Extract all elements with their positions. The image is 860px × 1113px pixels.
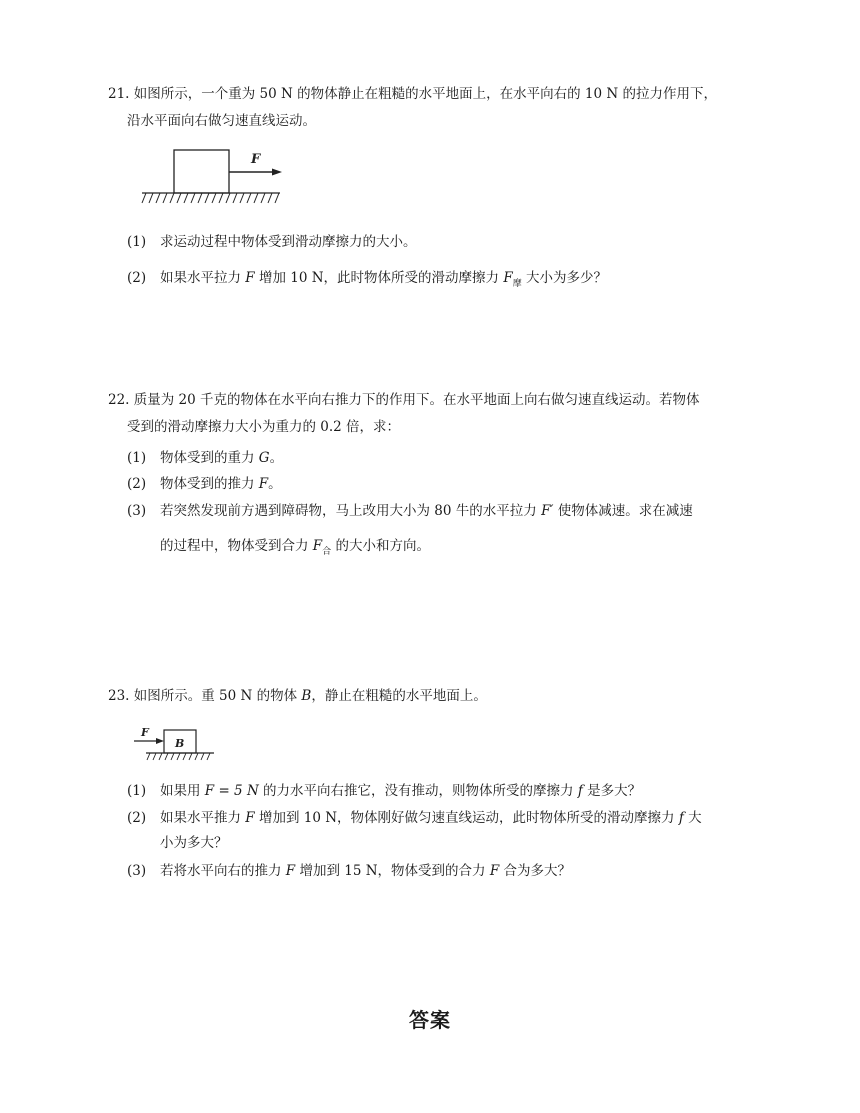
answer-heading: 答案 — [409, 1008, 451, 1032]
q23-sub3-var-F2: F — [489, 863, 500, 879]
q23-sub1-mid: 的力水平向右推它，没有推动，则物体所受的摩擦力 — [258, 783, 578, 799]
q23-sub2-line2: 小为多大？ — [160, 835, 228, 851]
q23-sub1-num: (1) — [127, 783, 147, 799]
q21-ground-hatching — [142, 193, 279, 203]
q22-sub3-line1-post: 使物体减速。求在减速 — [553, 503, 693, 519]
q22-sub1 — [127, 446, 283, 466]
q22-sub2 — [127, 472, 282, 492]
q23-sub2-mid: 增加到 10 N，物体刚好做匀速直线运动，此时物体所受的滑动摩擦力 — [254, 810, 679, 826]
q22-sub1-var-G: G — [258, 450, 270, 466]
q21-sub2 — [127, 266, 608, 289]
q23-sub2-var-f: f — [678, 810, 684, 826]
q21-sub1-num: (1) — [127, 234, 147, 250]
q21-sub2-num: (2) — [127, 270, 147, 286]
q23-stem-pre: 23. 如图所示。重 50 N 的物体 — [108, 688, 302, 704]
q23-sub3-post: 合为多大？ — [499, 863, 571, 879]
q21-sub2-post: 大小为多少？ — [521, 270, 608, 286]
q21-sub2-var-F2: F — [503, 270, 513, 286]
q23-sub3 — [127, 859, 571, 879]
q22-stem-line2: 受到的滑动摩擦力大小为重力的 0.2 倍，求： — [127, 419, 401, 435]
q21-force-label: F — [251, 152, 261, 167]
q23-stem-post: ，静止在粗糙的水平地面上。 — [311, 688, 487, 704]
q22-sub3-pre: 若突然发现前方遇到障碍物，马上改用大小为 80 牛的水平拉力 — [160, 503, 542, 519]
q23-ground-hatching — [147, 753, 210, 760]
q23-force-label: F — [141, 726, 149, 739]
q21-sub1-text: 求运动过程中物体受到滑动摩擦力的大小。 — [160, 234, 417, 250]
q21-sub1 — [127, 230, 417, 250]
q22-sub3-line2 — [160, 534, 430, 557]
q22-sub1-pre: 物体受到的重力 — [160, 450, 259, 466]
q22-sub2-var-F: F — [258, 476, 269, 492]
q22-sub2-post: 。 — [268, 476, 282, 492]
q23-sub1 — [127, 779, 641, 799]
q23-sub3-num: (3) — [127, 863, 147, 879]
q21-sub2-subscript: 摩 — [512, 279, 522, 289]
q23-sub2-line1 — [127, 806, 702, 826]
q23-sub3-var-F: F — [285, 863, 296, 879]
q23-sub2-num: (2) — [127, 810, 147, 826]
q21-sub2-pre: 如果水平拉力 — [160, 270, 246, 286]
q21-stem-line1: 21. 如图所示，一个重为 50 N 的物体静止在粗糙的水平地面上，在水平向右的 10 N 的拉力作用下， — [108, 86, 717, 102]
q22-stem-line1: 22. 质量为 20 千克的物体在水平向右推力下的作用下。在水平地面上向右做匀速直线运动。若物体 — [108, 392, 700, 408]
q23-sub1-pre: 如果用 — [160, 783, 205, 799]
q23-sub2-pre: 如果水平推力 — [160, 810, 246, 826]
q22-sub2-pre: 物体受到的推力 — [160, 476, 259, 492]
q23-sub1-var-f: f — [577, 783, 583, 799]
q22-sub3-line1 — [127, 499, 693, 519]
q23-stem — [108, 683, 487, 710]
q23-sub1-eq: F = 5 N — [204, 783, 259, 799]
q22-sub3-num: (3) — [127, 503, 147, 519]
q23-block-label: B — [175, 737, 185, 750]
q22-sub1-num: (1) — [127, 450, 147, 466]
q21-sub2-var-F: F — [245, 270, 255, 286]
q22-sub3-var-F: F — [312, 538, 323, 554]
q21-stem-line2: 沿水平面向右做匀速直线运动。 — [127, 113, 316, 129]
q22-sub3-var-Fprime: F′ — [541, 503, 554, 519]
q23-sub3-pre: 若将水平向右的推力 — [160, 863, 286, 879]
q22-sub3-line2-post: 的大小和方向。 — [331, 538, 430, 554]
q21-figure — [138, 145, 288, 207]
q22-sub1-post: 。 — [269, 450, 284, 466]
q22-sub3-subscript: 合 — [322, 547, 332, 557]
q23-figure — [132, 723, 218, 763]
q23-sub3-mid: 增加到 15 N，物体受到的合力 — [295, 863, 490, 879]
q23-sub2-post: 大 — [683, 810, 702, 826]
q21-sub2-mid: 增加 10 N，此时物体所受的滑动摩擦力 — [254, 270, 504, 286]
q23-stem-var-B: B — [301, 688, 312, 704]
q22-sub2-num: (2) — [127, 476, 147, 492]
q23-sub1-post: 是多大？ — [582, 783, 642, 799]
q22-sub3-line2-pre: 的过程中，物体受到合力 — [160, 538, 313, 554]
q23-sub2-var-F: F — [245, 810, 255, 826]
q21-block — [174, 150, 229, 193]
